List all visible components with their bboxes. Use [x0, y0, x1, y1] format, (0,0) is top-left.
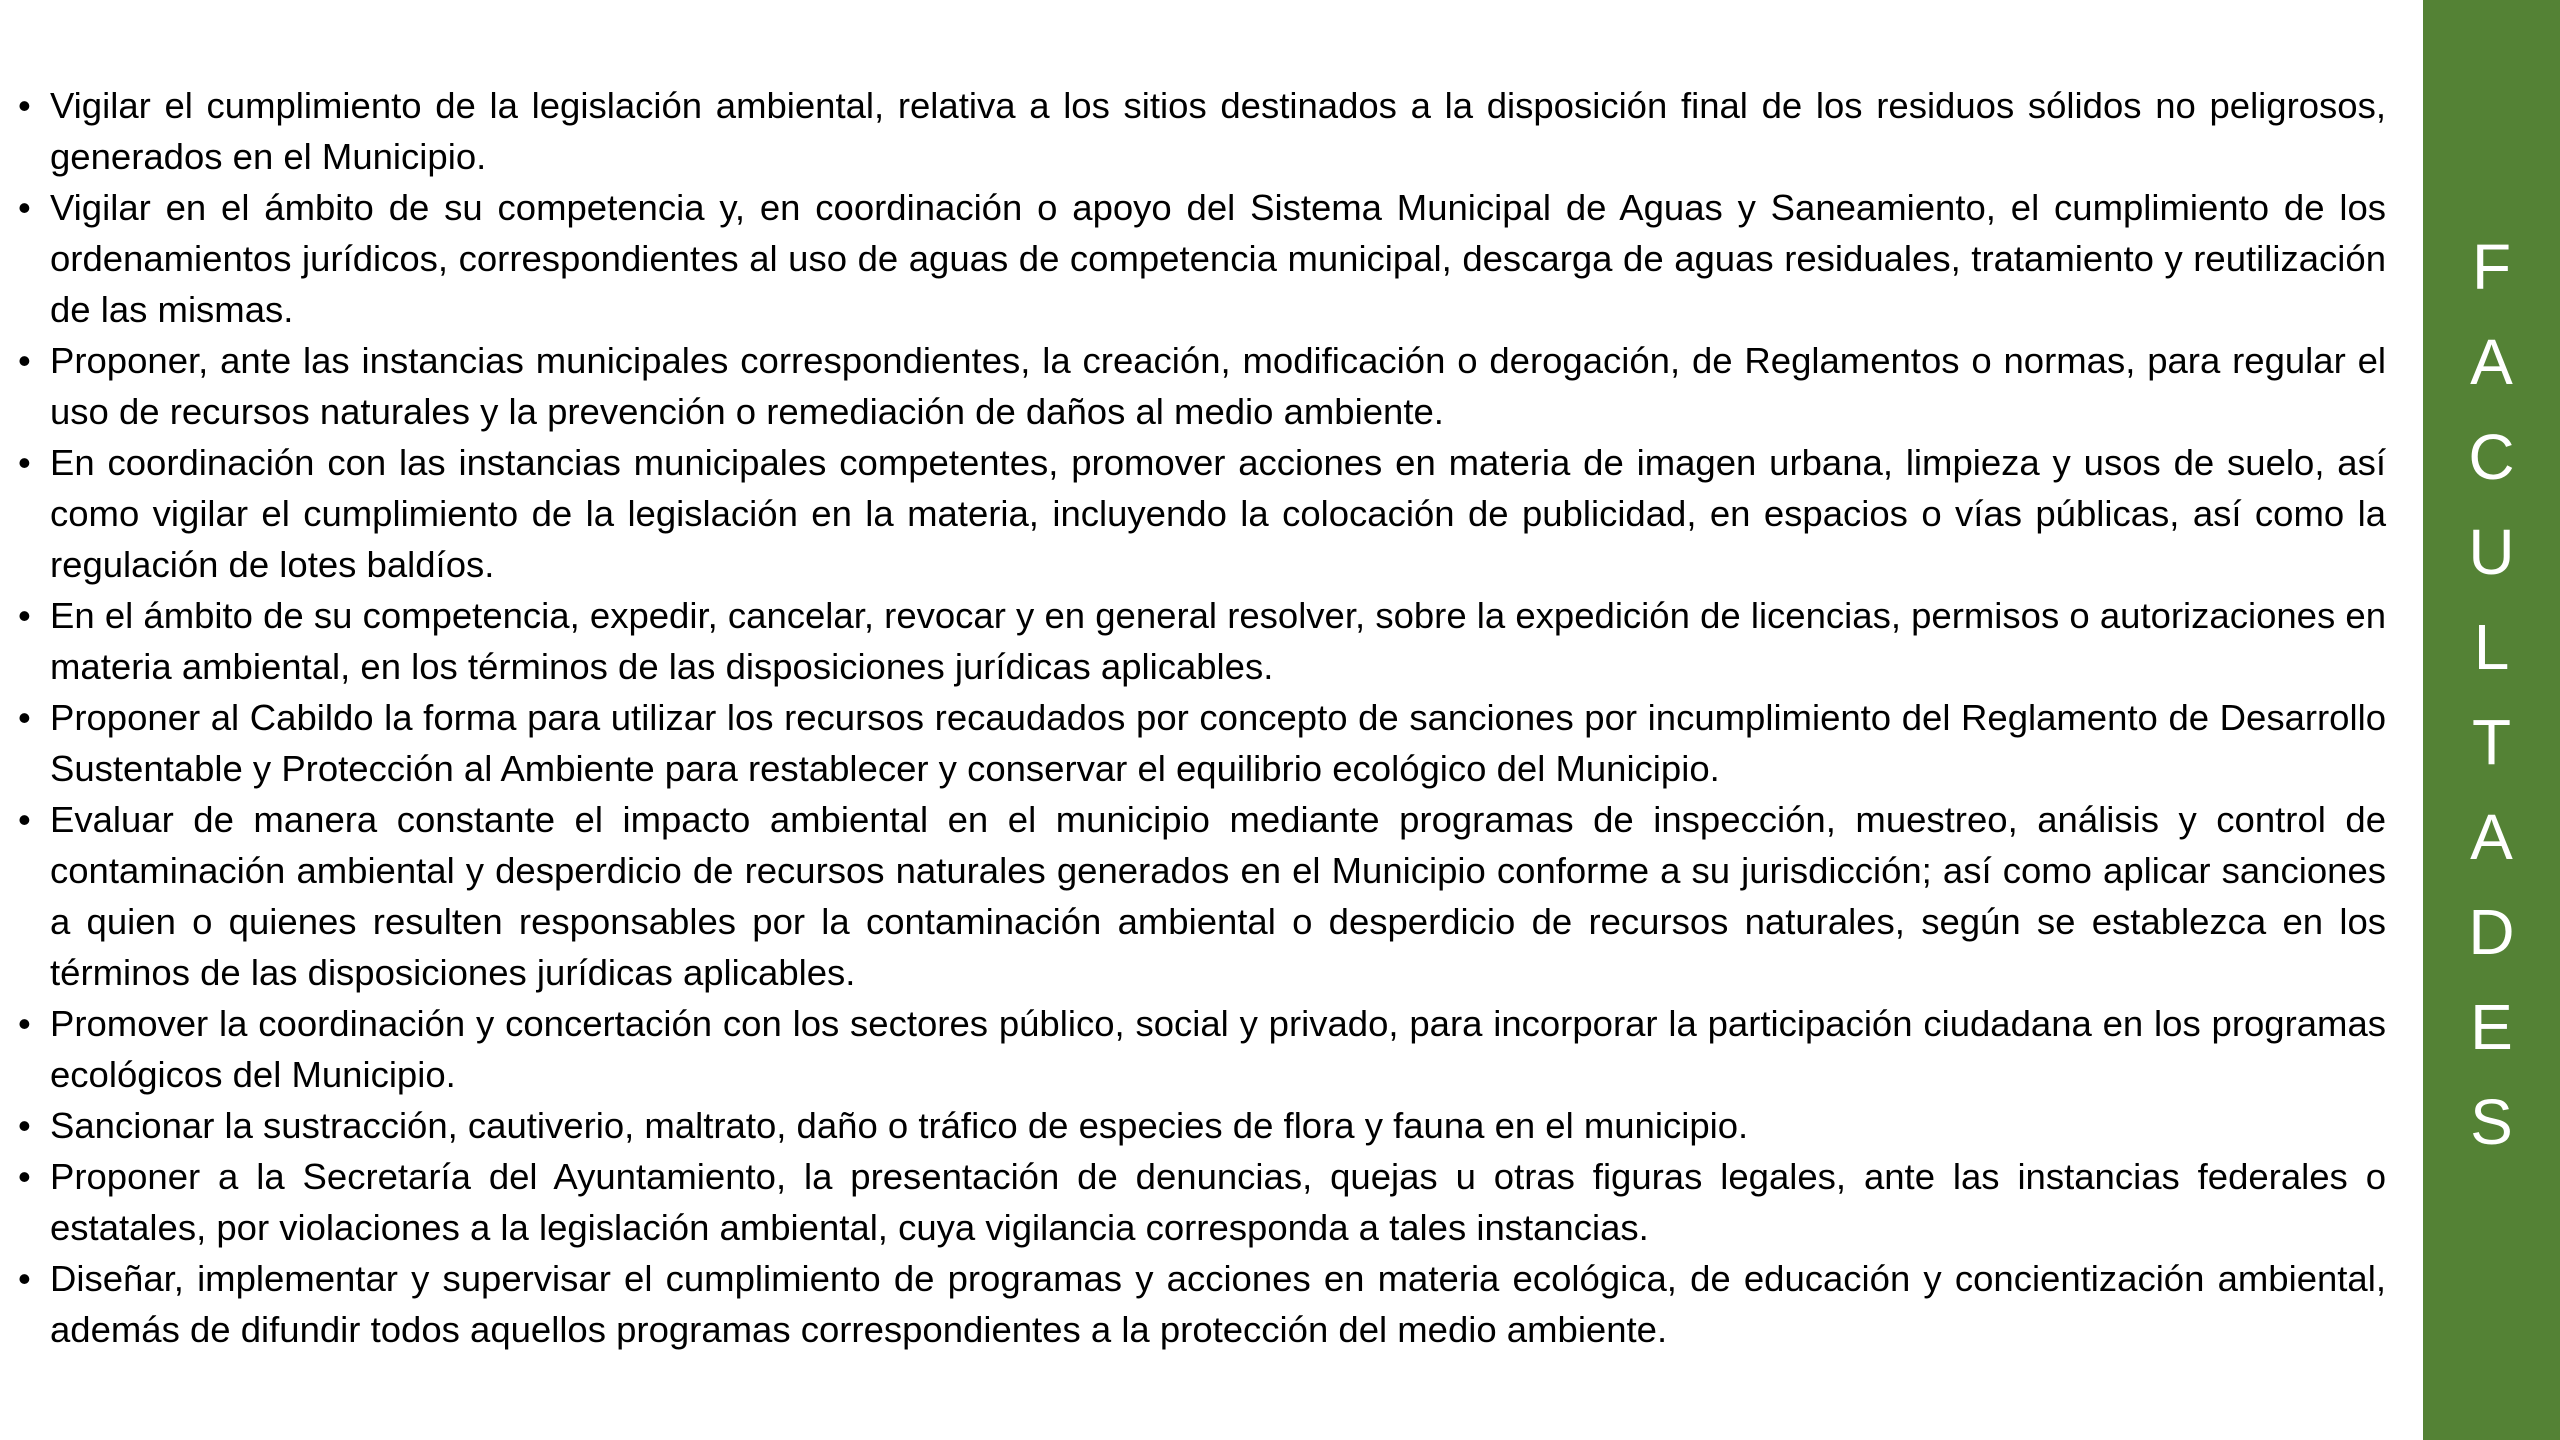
facultades-content [18, 80, 2386, 1355]
list-item-text: Diseñar, implementar y supervisar el cumplimiento de programas y acciones en materia ecológica, de educación y concientización ambiental, además de difundir todos aquellos programas correspondientes a la protección del medio ambiente. [50, 1258, 2386, 1350]
side-title-facultades [2423, 220, 2560, 1170]
bullet-icon: • [18, 1003, 31, 1044]
bullet-icon: • [18, 85, 31, 126]
list-item-text: Sancionar la sustracción, cautiverio, maltrato, daño o tráfico de especies de flora y fauna en el municipio. [50, 1105, 1749, 1146]
side-title-letter: D [2468, 896, 2515, 968]
list-item-text: Proponer a la Secretaría del Ayuntamiento, la presentación de denuncias, quejas u otras figuras legales, ante las instancias federales o estatales, por violaciones a la legislación ambiental, cuya vigilancia corresponda a tales instancias. [50, 1156, 2386, 1248]
bullet-icon: • [18, 1258, 31, 1299]
list-item [18, 80, 2386, 182]
list-item-text: Vigilar en el ámbito de su competencia y, en coordinación o apoyo del Sistema Municipal de Aguas y Saneamiento, el cumplimiento de los ordenamientos jurídicos, correspondientes al uso de aguas de competencia municipal, descarga de aguas residuales, tratamiento y reutilización de las mismas. [50, 187, 2386, 330]
bullet-icon: • [18, 595, 31, 636]
side-title-letter: U [2468, 516, 2515, 588]
side-title-letter: F [2471, 231, 2512, 303]
list-item-text: En el ámbito de su competencia, expedir, cancelar, revocar y en general resolver, sobre la expedición de licencias, permisos o autorizaciones en materia ambiental, en los términos de las disposiciones jurídicas aplicables. [50, 595, 2386, 687]
list-item [18, 182, 2386, 335]
list-item [18, 1100, 2386, 1151]
list-item-text: Proponer, ante las instancias municipales correspondientes, la creación, modificación o derogación, de Reglamentos o normas, para regular el uso de recursos naturales y la prevención o remediación de daños al medio ambiente. [50, 340, 2386, 432]
bullet-icon: • [18, 187, 31, 228]
list-item [18, 692, 2386, 794]
list-item-text: Proponer al Cabildo la forma para utilizar los recursos recaudados por concepto de sanciones por incumplimiento del Reglamento de Desarrollo Sustentable y Protección al Ambiente para restablecer y conservar el equilibrio ecológico del Municipio. [50, 697, 2386, 789]
list-item [18, 1151, 2386, 1253]
side-title-letter: C [2468, 421, 2515, 493]
side-title-letter: L [2473, 611, 2510, 683]
list-item-text: En coordinación con las instancias municipales competentes, promover acciones en materia de imagen urbana, limpieza y usos de suelo, así como vigilar el cumplimiento de la legislación en la materia, incluyendo la colocación de publicidad, en espacios o vías públicas, así como la regulación de lotes baldíos. [50, 442, 2386, 585]
list-item [18, 1253, 2386, 1355]
bullet-icon: • [18, 340, 31, 381]
list-item [18, 998, 2386, 1100]
list-item-text: Evaluar de manera constante el impacto ambiental en el municipio mediante programas de inspección, muestreo, análisis y control de contaminación ambiental y desperdicio de recursos naturales generados en el Municipio conforme a su jurisdicción; así como aplicar sanciones a quien o quienes resulten responsables por la contaminación ambiental o desperdicio de recursos naturales, según se establezca en los términos de las disposiciones jurídicas aplicables. [50, 799, 2386, 993]
facultades-list [18, 80, 2386, 1355]
side-title-letter: A [2470, 326, 2513, 398]
bullet-icon: • [18, 442, 31, 483]
bullet-icon: • [18, 1105, 31, 1146]
bullet-icon: • [18, 799, 31, 840]
list-item [18, 335, 2386, 437]
list-item [18, 590, 2386, 692]
list-item [18, 794, 2386, 998]
side-title-letter: A [2470, 801, 2513, 873]
bullet-icon: • [18, 697, 31, 738]
bullet-icon: • [18, 1156, 31, 1197]
side-title-letter: S [2470, 1086, 2513, 1158]
list-item-text: Promover la coordinación y concertación con los sectores público, social y privado, para incorporar la participación ciudadana en los programas ecológicos del Municipio. [50, 1003, 2386, 1095]
side-title-letter: E [2470, 991, 2513, 1063]
side-title-letter: T [2471, 706, 2512, 778]
side-panel [2423, 0, 2560, 1440]
list-item [18, 437, 2386, 590]
list-item-text: Vigilar el cumplimiento de la legislación ambiental, relativa a los sitios destinados a la disposición final de los residuos sólidos no peligrosos, generados en el Municipio. [50, 85, 2386, 177]
